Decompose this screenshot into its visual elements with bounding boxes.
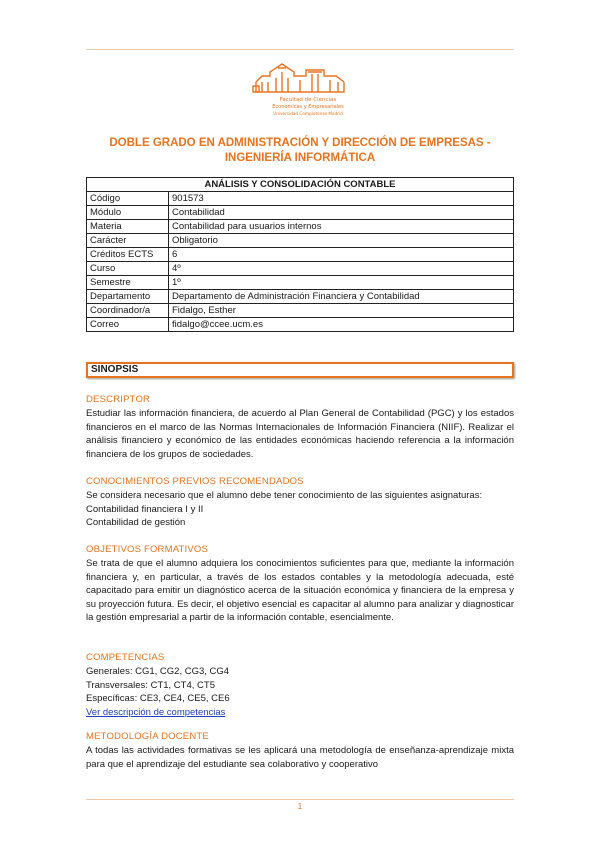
course-info-value: Contabilidad	[169, 206, 514, 220]
header-rule	[86, 49, 514, 50]
objectives-heading: OBJETIVOS FORMATIVOS	[86, 544, 209, 555]
course-info-value: Contabilidad para usuarios internos	[169, 220, 514, 234]
course-name-header: ANÁLISIS Y CONSOLIDACIÓN CONTABLE	[87, 178, 514, 192]
competencies-heading: COMPETENCIAS	[86, 652, 165, 663]
course-info-label: Materia	[87, 220, 169, 234]
logo-line-2: Económicas y Empresariales	[272, 104, 344, 110]
descriptor-text: Estudiar las información financiera, de acuerdo al Plan General de Contabilidad (PGC) y los estados financieros en el marco de las Normas Internacionales de Información Financiera (NIIF). Realizar el análisis financiero y económico de las entidades económicas haciendo referencia a la información financiera de los grupos de sociedades.	[86, 408, 514, 460]
logo-line-1: Facultad de Ciencias	[279, 97, 337, 103]
course-info-value: Fidalgo, Esther	[169, 304, 514, 318]
competencies-line: Transversales: CT1, CT4, CT5	[86, 679, 215, 691]
methodology-heading: METODOLOGÍA DOCENTE	[86, 731, 209, 742]
sinopsis-section-header: SINOPSIS	[86, 362, 514, 378]
course-info-label: Créditos ECTS	[87, 248, 169, 262]
faculty-logo	[248, 58, 354, 118]
course-info-label: Semestre	[87, 276, 169, 290]
prior-knowledge-heading: CONOCIMIENTOS PREVIOS RECOMENDADOS	[86, 476, 304, 487]
course-info-label: Departamento	[87, 290, 169, 304]
descriptor-section	[86, 393, 514, 461]
footer-rule	[86, 799, 514, 800]
prior-knowledge-line: Se considera necesario que el alumno debe tener conocimiento de las siguientes asignaturas:	[86, 490, 483, 501]
course-info-value: 1º	[169, 276, 514, 290]
prior-knowledge-line: Contabilidad de gestión	[86, 517, 186, 528]
course-info-value: 6	[169, 248, 514, 262]
competencies-line: Generales: CG1, CG2, CG3, CG4	[86, 666, 230, 677]
course-info-row	[87, 206, 514, 220]
course-info-row	[87, 290, 514, 304]
objectives-text: Se trata de que el alumno adquiera los conocimientos suficientes para que, mediante la información financiera y, en particular, a través de los estados contables y la metodología adecuada, esté capacitado para emitir un diagnóstico acerca de la situación económica y financiera de la empresa y su proyección futura. Es decir, el objetivo esencial es capacitar al alumno para analizar y diagnosticar la gestión empresarial a partir de la información contable, esencialmente.	[86, 558, 514, 623]
descriptor-heading: DESCRIPTOR	[86, 394, 151, 405]
course-info-row	[87, 304, 514, 318]
competencies-section	[86, 651, 514, 719]
prior-knowledge-line: Contabilidad financiera I y II	[86, 503, 204, 515]
course-info-table	[86, 177, 514, 332]
degree-title: DOBLE GRADO EN ADMINISTRACIÓN Y DIRECCIÓN DE EMPRESAS - INGENIERÍA INFORMÁTICA	[109, 137, 491, 164]
competencies-line: Específicas: CE3, CE4, CE5, CE6	[86, 693, 230, 704]
course-info-label: Carácter	[87, 234, 169, 248]
objectives-section	[86, 543, 514, 625]
course-info-value: Departamento de Administración Financiera y Contabilidad	[169, 290, 514, 304]
course-info-label: Módulo	[87, 206, 169, 220]
faculty-building-icon	[248, 58, 354, 118]
course-info-label: Curso	[87, 262, 169, 276]
course-info-row	[87, 318, 514, 332]
methodology-text: A todas las actividades formativas se les aplicará una metodología de enseñanza-aprendizaje mixta para que el aprendizaje del estudiante sea colaborativo y cooperativo	[86, 745, 514, 770]
course-info-label: Código	[87, 192, 169, 206]
page-number: 1	[297, 802, 303, 811]
prior-knowledge-section	[86, 475, 514, 530]
course-info-value: 4º	[169, 262, 514, 276]
methodology-section	[86, 730, 514, 771]
course-info-label: Coordinador/a	[87, 304, 169, 318]
course-info-value: 901573	[169, 192, 514, 206]
course-info-value: fidalgo@ccee.ucm.es	[169, 318, 514, 332]
course-info-row	[87, 220, 514, 234]
competencies-link[interactable]: Ver descripción de competencias	[86, 706, 226, 718]
course-info-value: Obligatorio	[169, 234, 514, 248]
course-info-label: Correo	[87, 318, 169, 332]
course-info-row	[87, 262, 514, 276]
course-info-row	[87, 248, 514, 262]
course-info-row	[87, 276, 514, 290]
course-info-row	[87, 234, 514, 248]
logo-line-3: Universidad Complutense Madrid	[273, 111, 343, 116]
course-info-row	[87, 192, 514, 206]
